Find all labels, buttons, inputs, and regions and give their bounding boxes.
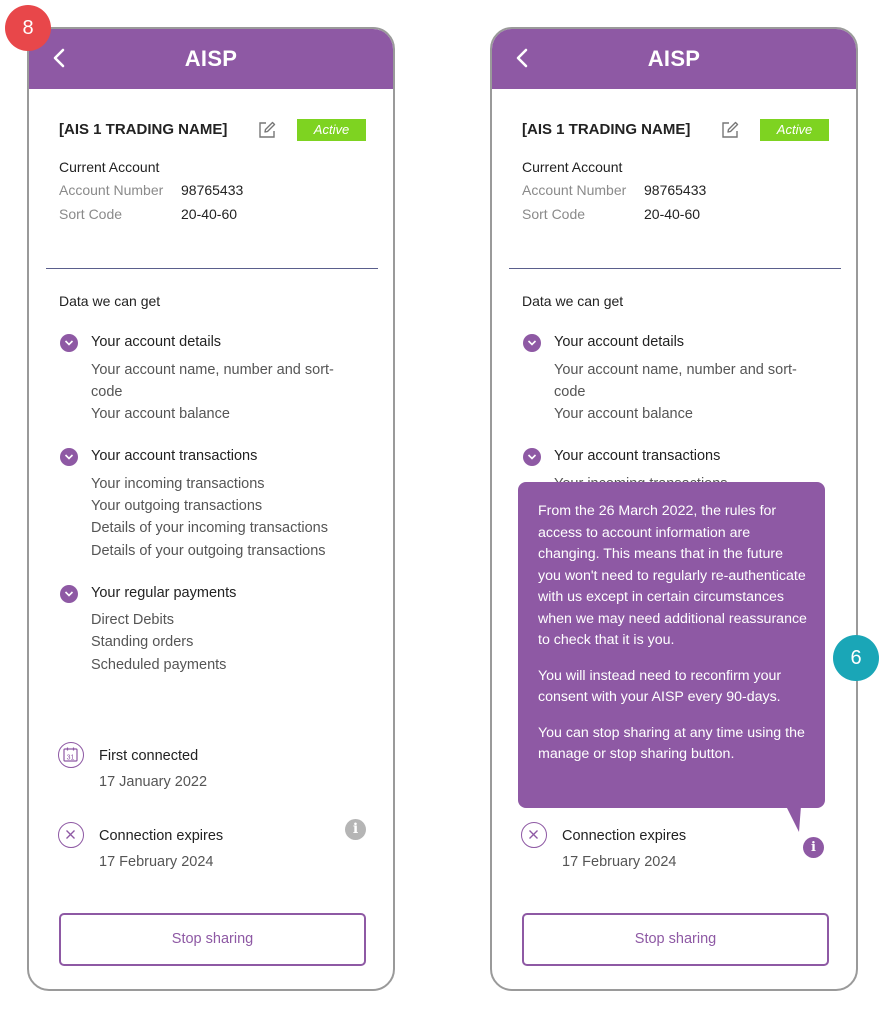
chevron-down-icon[interactable] [523,334,541,352]
divider [46,268,378,269]
category-title: Your account details [91,334,222,350]
stop-sharing-button[interactable]: Stop sharing [59,913,366,966]
list-item: Details of your outgoing transactions [91,543,326,559]
edit-name-button[interactable] [257,120,277,140]
calendar-icon [58,742,84,768]
info-tooltip [518,482,825,808]
list-item: Direct Debits [91,612,174,628]
section-title: Data we can get [522,293,624,309]
info-icon[interactable]: i [803,837,824,858]
account-number-label: Account Number [59,182,164,198]
first-connected-date: 17 January 2022 [99,774,208,790]
tooltip-pointer [786,806,801,832]
edit-icon [720,120,740,140]
edit-icon [257,120,277,140]
connection-expires-label: Connection expires [99,828,224,844]
category-title: Your account transactions [554,448,721,464]
sort-code-label: Sort Code [59,206,123,222]
list-item: code [554,384,586,400]
divider [509,268,841,269]
list-item: Your incoming transactions [91,476,265,492]
status-badge: Active [760,119,829,141]
account-number-value: 98765433 [181,182,244,198]
sort-code-value: 20-40-60 [181,206,238,222]
connection-expires-date: 17 February 2024 [562,854,677,870]
list-item: Your account balance [554,406,693,422]
tooltip-paragraph: You can stop sharing at any time using the manage or stop sharing button. [538,724,805,762]
calendar-day: 31 [66,754,75,762]
list-item: Your account balance [91,406,230,422]
chevron-down-icon[interactable] [60,448,78,466]
account-number-value: 98765433 [644,182,707,198]
tooltip-paragraph: You will instead need to reconfirm your consent with your AISP every 90-days. [538,667,782,705]
account-provider-name: [AIS 1 TRADING NAME] [59,121,228,138]
account-type: Current Account [59,159,160,175]
section-title: Data we can get [59,293,161,309]
step-marker: 6 [833,635,879,681]
list-item: Your account name, number and sort- [91,362,334,378]
chevron-down-icon[interactable] [60,334,78,352]
info-icon[interactable]: i [345,819,366,840]
app-header [29,29,393,89]
sort-code-value: 20-40-60 [644,206,701,222]
status-badge: Active [297,119,366,141]
app-header [492,29,856,89]
first-connected-label: First connected [99,748,199,764]
list-item: Your account name, number and sort- [554,362,797,378]
list-item: code [91,384,123,400]
list-item: Your outgoing transactions [91,498,263,514]
edit-name-button[interactable] [720,120,740,140]
page-title: AISP [184,46,238,71]
account-number-label: Account Number [522,182,627,198]
tooltip-paragraph: From the 26 March 2022, the rules for access to account information are changing. This means that in the future you won't need to regularly re-authenticate with us except in certain circumstances when we may need additional reassurance to check that it is you. [538,503,807,648]
sort-code-label: Sort Code [522,206,586,222]
page-title: AISP [647,46,701,71]
category-title: Your account transactions [91,448,258,464]
connection-expires-label: Connection expires [562,828,687,844]
phone-screen-left [27,27,395,991]
step-marker: 8 [5,5,51,51]
close-circle-icon [521,822,547,848]
close-circle-icon [58,822,84,848]
chevron-down-icon[interactable] [60,585,78,603]
list-item: Details of your incoming transactions [91,520,328,536]
list-item: Scheduled payments [91,657,227,673]
list-item: Standing orders [91,634,194,650]
chevron-down-icon[interactable] [523,448,541,466]
phone-screen-right [490,27,858,991]
stop-sharing-button[interactable]: Stop sharing [522,913,829,966]
category-title: Your account details [554,334,685,350]
connection-expires-date: 17 February 2024 [99,854,214,870]
account-type: Current Account [522,159,623,175]
account-provider-name: [AIS 1 TRADING NAME] [522,121,691,138]
category-title: Your regular payments [91,585,237,601]
